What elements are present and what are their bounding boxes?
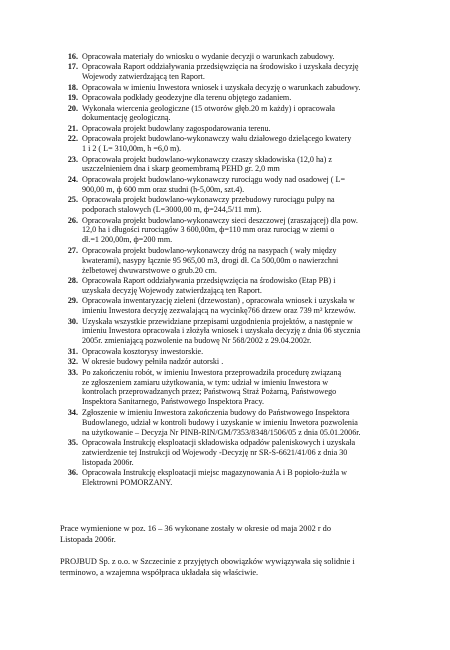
- list-item: [62, 175, 402, 195]
- list-item-text: Zgłoszenie w imieniu Inwestora zakończenia budowy do Państwowego Inspektora Budowlanego, udział w kontroli budowy i uzyskanie w imieniu Inwetora pozwolenia na użytkowanie – Decyzja Nr PINB-RIN/GM/7353/8348/1506/05 z dnia 05.01.2006r.: [82, 407, 361, 437]
- list-item: [62, 357, 402, 367]
- list-item-number: 22.: [67, 134, 78, 144]
- list-item-text: Opracowała materiały do wniosku o wydanie decyzji o warunkach zabudowy.: [82, 52, 335, 61]
- list-item: [62, 347, 402, 357]
- list-item: [62, 408, 402, 438]
- list-item-text: Opracowała Raport oddziaływania przedsięwzięcia na środowisko i uzyskała decyzję Wojewody zatwierdzającą ten Raport.: [82, 62, 359, 82]
- list-item-number: 19.: [67, 93, 78, 103]
- list-item-number: 34.: [67, 407, 78, 417]
- list-item-number: 20.: [67, 103, 78, 113]
- list-item-number: 30.: [67, 316, 78, 326]
- list-item-number: 29.: [67, 296, 78, 306]
- numbered-list: [62, 52, 402, 488]
- closing-paragraph: PROJBUD Sp. z o.o. w Szczecinie z przyjętych obowiązków wywiązywała się solidnie i terminowo, a wzajemna współpraca układała się właściwie.: [60, 557, 355, 577]
- list-item: [62, 83, 402, 93]
- list-item-text: Opracowała kosztorysy inwestorskie.: [82, 346, 204, 356]
- list-item-text: Opracowała projekt budowlano-wykonawczy sieci deszczowej (zraszającej) dla pow. 12,0 ha i długości rurociągów 3 600,00m, ф=110 mm oraz rurociąg w ziemi o dł.=1 200,00m, ф=200 mm.: [82, 215, 358, 245]
- list-item-text: Wykonała wiercenia geologiczne (15 otworów głęb.20 m każdy) i opracowała dokumentację geologiczną.: [82, 103, 336, 123]
- list-item-text: Opracowała projekt budowlany zagospodarowania terenu.: [82, 123, 271, 133]
- list-item-number: 16.: [67, 52, 78, 61]
- list-item: [62, 368, 402, 408]
- list-item-number: 36.: [67, 468, 78, 478]
- list-item: [62, 62, 402, 82]
- list-item-text: Opracowała projekt budowlano-wykonawczy dróg na nasypach ( wały między kwaterami), nasypy łącznie 95 965,00 m3, drogi dł. Ca 500,00m o nawierzchni żelbetowej dwuwarstwowe o grub.20 cm.: [82, 245, 339, 275]
- list-item: [62, 296, 402, 316]
- summary-paragraph: Prace wymienione w poz. 16 – 36 wykonane zostały w okresie od maja 2002 r do Listopada 2006r.: [60, 524, 331, 544]
- list-item-number: 31.: [67, 346, 78, 356]
- list-item-text: Opracowała Raport oddziaływania przedsięwzięcia na środowisko (Etap PB) i uzyskała decyzję Wojewody zatwierdzającą ten Raport.: [82, 275, 336, 295]
- list-item: [62, 124, 402, 134]
- list-item-text: Opracowała projekt budowlano-wykonawczy rurociągu wody nad osadowej ( L= 900,00 m, ф 600 mm oraz studni (h-5,00m, szt.4).: [82, 174, 346, 194]
- list-item: [62, 317, 402, 347]
- list-item-text: Opracowała Instrukcję eksploatacji miejsc magazynowania A i B popioło-żużla w Elektrowni POMORZANY.: [82, 468, 347, 488]
- list-item: [62, 195, 402, 215]
- list-item: [62, 134, 402, 154]
- list-item-number: 24.: [67, 174, 78, 184]
- list-item: [62, 438, 402, 468]
- list-item-text: Opracowała inwentaryzację zieleni (drzewostan) , opracowała wniosek i uzyskała w imieniu Inwestora decyzję zezwalającą na wycinkę766 drzew oraz 739 m² krzewów.: [82, 296, 356, 316]
- list-item: [62, 155, 402, 175]
- list-item-text: Po zakończeniu robót, w imieniu Inwestora przeprowadziła procedurę związaną ze zgłoszeniem zamiaru użytkowania, w tym: udział w imieniu Inwestora w kontrolach przeprowadzanych przez; Państwową Straż Pożarną, Państwowego Inspektora Sanitarnego, Państwowego Inspektora Pracy.: [82, 367, 342, 407]
- list-item-text: Opracowała projekt budowlano-wykonawczy przebudowy rurociągu pulpy na podporach stalowych (L=3000,00 m, ф=244,5/11 mm).: [82, 195, 335, 215]
- list-item-number: 17.: [67, 62, 78, 72]
- list-item-number: 26.: [67, 215, 78, 225]
- list-item-number: 18.: [67, 82, 78, 92]
- list-item-text: Uzyskała wszystkie przewidziane przepisami uzgodnienia projektów, a następnie w imieniu Inwestora opracowała i złożyła wniosek i uzyskała decyzję z dnia 06 stycznia 2005r. zmieniającą pozwolenie na budowę Nr 568/2002 z 29.04.2002r.: [82, 316, 361, 346]
- list-item: [62, 104, 402, 124]
- list-item: [62, 93, 402, 103]
- list-item: [62, 276, 402, 296]
- list-item: [62, 468, 402, 488]
- list-item-number: 33.: [67, 367, 78, 377]
- list-item-text: Opracowała w imieniu Inwestora wniosek i uzyskała decyzję o warunkach zabudowy.: [82, 82, 361, 92]
- list-item: [62, 52, 402, 62]
- list-item-text: Opracowała projekt budowlano-wykonawczy wału działowego dzielącego kwatery 1 i 2 ( L= 310,00m, h =6,0 m).: [82, 134, 352, 154]
- list-item-number: 32.: [67, 357, 78, 367]
- list-item: [62, 216, 402, 246]
- list-item-number: 28.: [67, 275, 78, 285]
- list-item-number: 35.: [67, 437, 78, 447]
- list-item-number: 21.: [67, 123, 78, 133]
- list-item-number: 27.: [67, 245, 78, 255]
- list-item-text: Opracowała podkłady geodezyjne dla terenu objętego zadaniem.: [82, 93, 292, 103]
- list-item-text: W okresie budowy pełniła nadzór autorski .: [82, 357, 224, 367]
- list-item: [62, 246, 402, 276]
- list-item-number: 23.: [67, 154, 78, 164]
- list-item-number: 25.: [67, 195, 78, 205]
- list-item-text: Opracowała Instrukcję eksploatacji składowiska odpadów paleniskowych i uzyskała zatwierdzenie tej Instrukcji od Wojewody -Decyzję nr SR-S-6621/41/06 z dnia 30 listopada 2006r.: [82, 437, 356, 467]
- list-item-text: Opracowała projekt budowlano-wykonawczy czaszy składowiska (12,0 ha) z uszczelnieniem dna i skarp geomembramą PEHD gr. 2,0 mm: [82, 154, 332, 174]
